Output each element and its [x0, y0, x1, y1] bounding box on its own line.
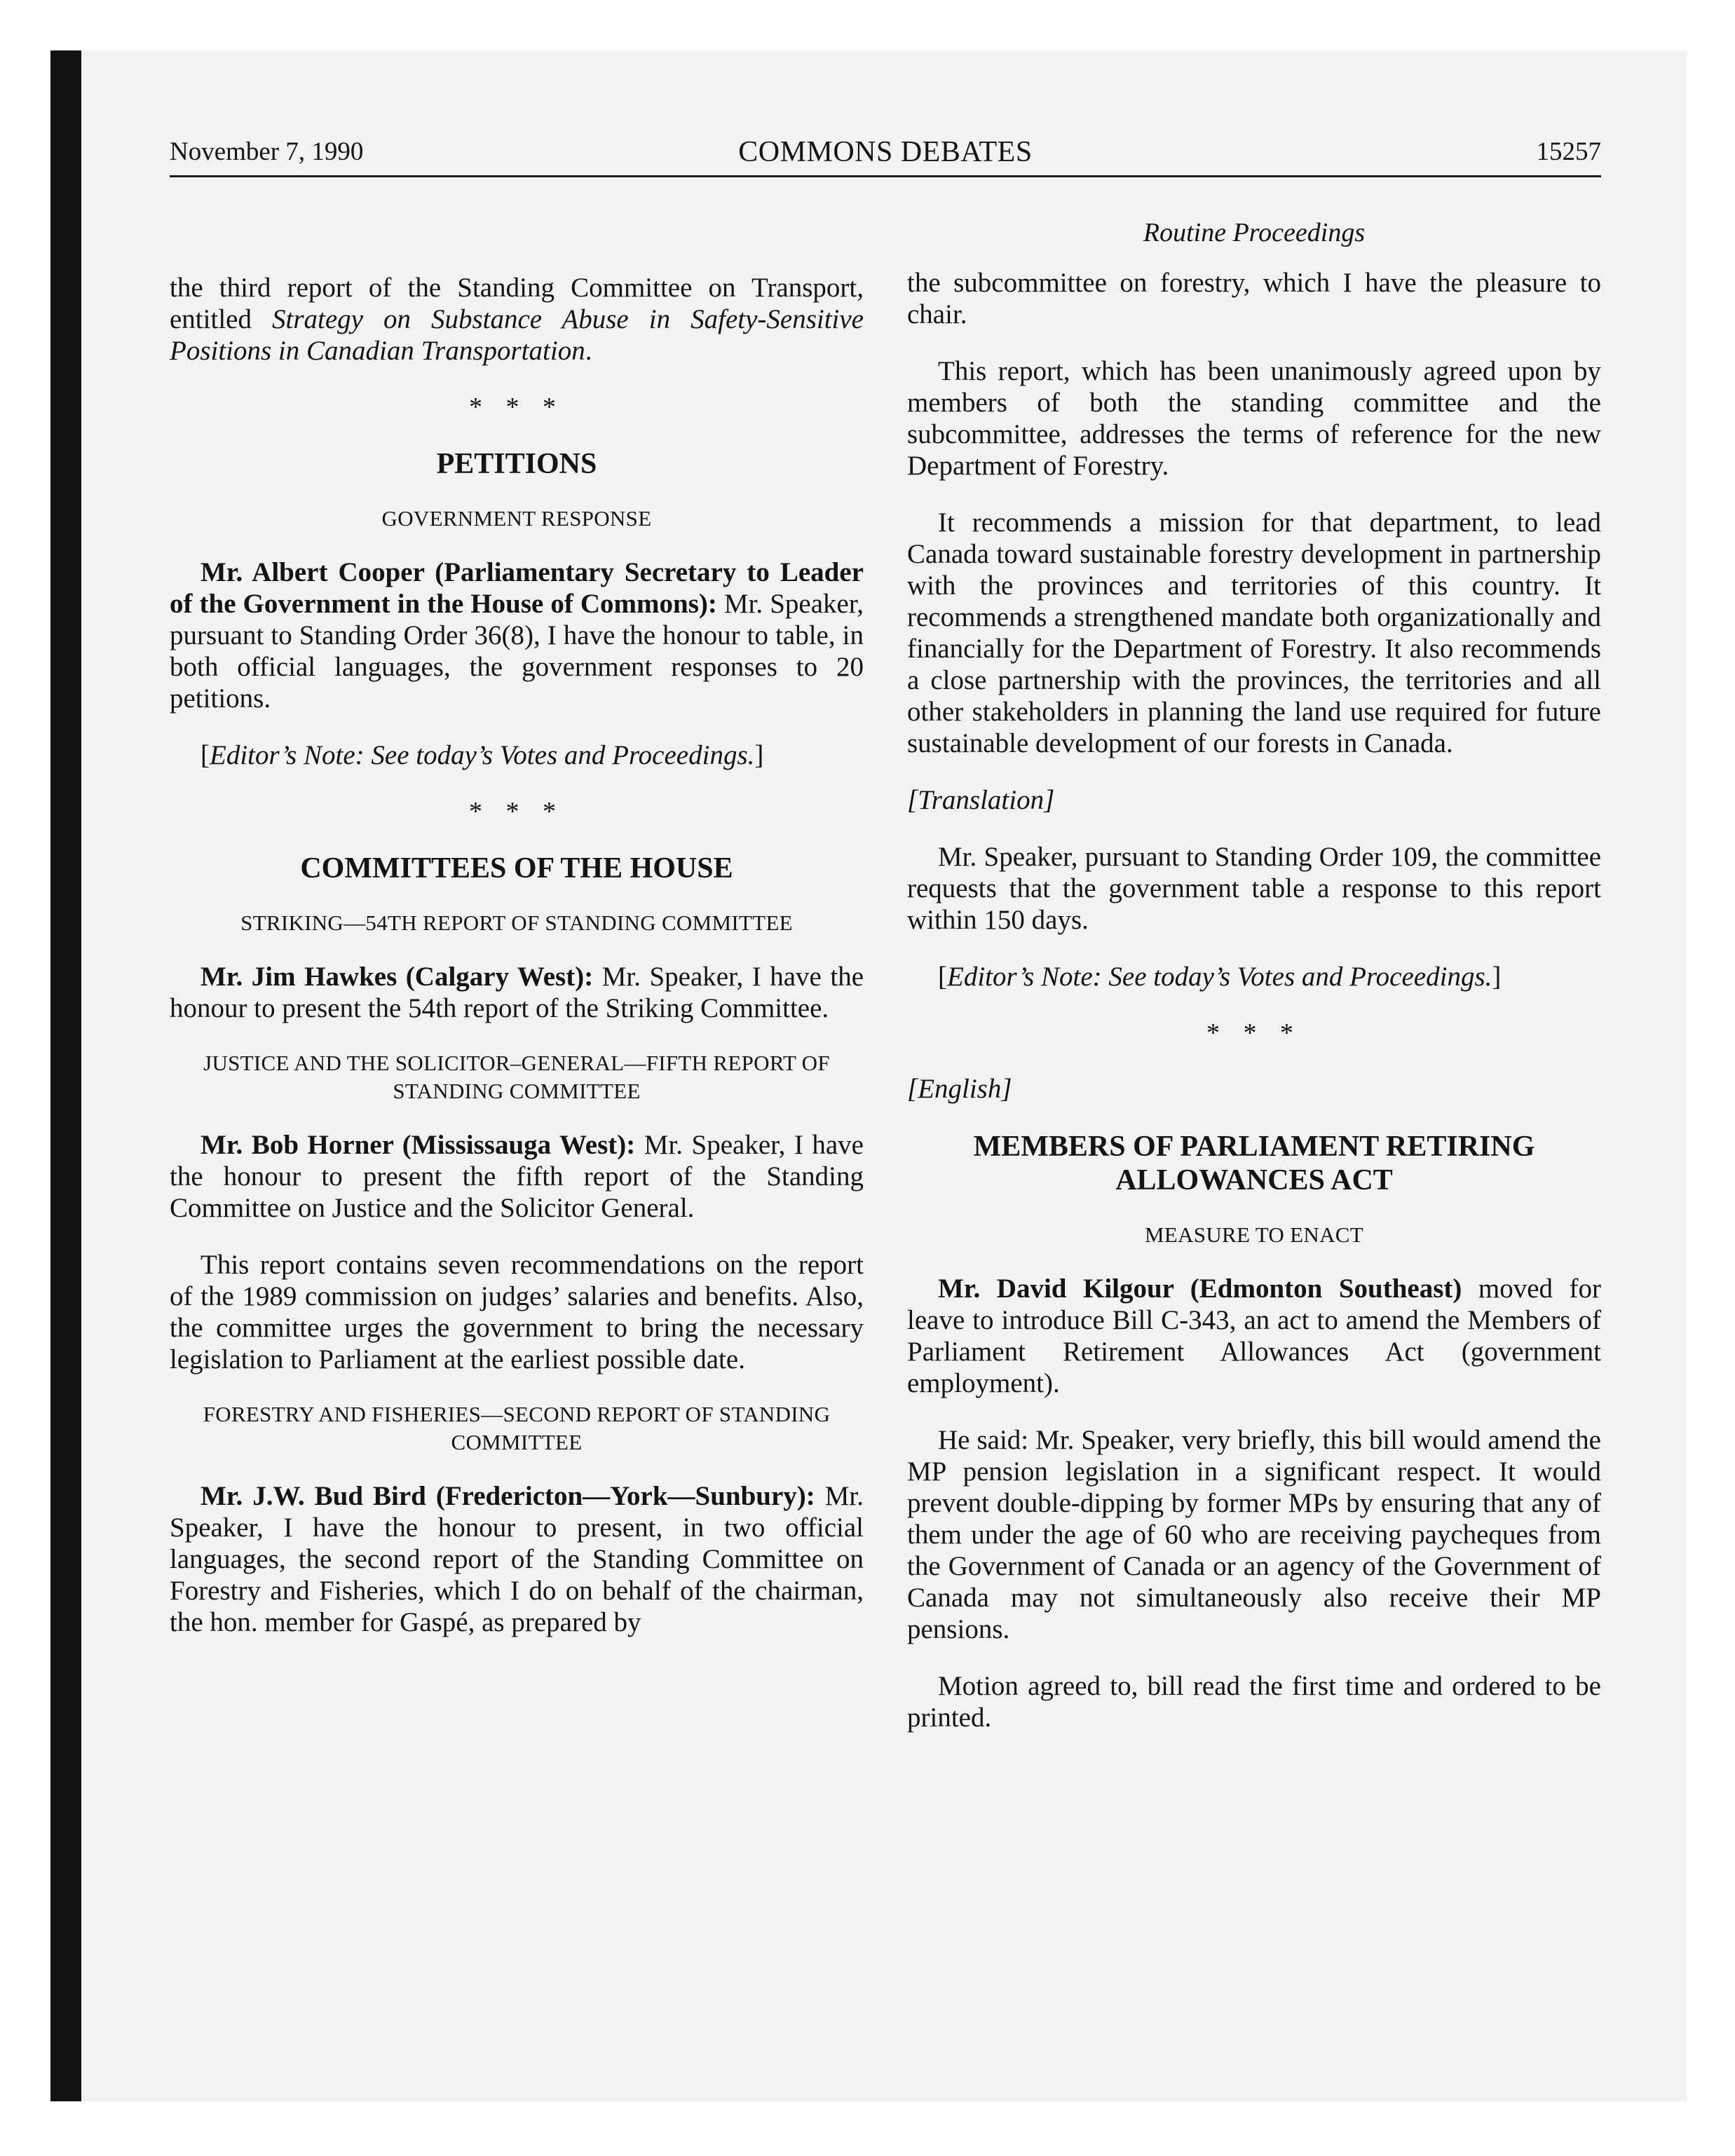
header-date: November 7, 1990 — [170, 137, 364, 166]
page-header — [170, 133, 1601, 177]
bracket-close: ] — [1044, 785, 1055, 815]
binding-edge-shadow — [50, 50, 81, 2101]
paragraph-end: . — [585, 336, 592, 366]
bracket-open: [ — [938, 962, 947, 992]
speaker-name: Mr. Jim Hawkes (Calgary West): — [200, 962, 594, 992]
left-column — [170, 217, 864, 1663]
subheading-striking-report: STRIKING—54TH REPORT OF STANDING COMMITTEE — [240, 910, 793, 935]
heading-petitions: PETITIONS — [436, 448, 597, 480]
paragraph-kilgour — [907, 1273, 1601, 1399]
paragraph-report-agreed: This report, which has been unanimously agreed upon by members of both the standing committee and the subcommittee, addresses the terms of reference for the new Department of Forestry. — [907, 356, 1601, 481]
paragraph-horner — [170, 1129, 864, 1224]
speech-text: Mr. Speaker, I have the honour to present, in two official languages, the second report of the Standing Committee on Forestry and Fisheries, which I do on behalf of the chairman, the hon. member for Gaspé, as prepared by — [170, 1481, 864, 1637]
section-separator: * * * — [469, 393, 564, 422]
editors-note-text: Editor’s Note: See today’s Votes and Proceedings. — [947, 962, 1492, 992]
paragraph-subcommittee-forestry: the subcommittee on forestry, which I have the pleasure to chair. — [907, 268, 1601, 329]
editors-note-text: Editor’s Note: See today’s Votes and Proceedings. — [210, 740, 755, 770]
paragraph-hawkes — [170, 961, 864, 1024]
speech-text: Mr. Speaker, I have the honour to present the 54th report of the Striking Committee. — [170, 962, 864, 1023]
section-separator: * * * — [469, 797, 564, 826]
report-title: Strategy on Substance Abuse in Safety-Sensitive Positions in Canadian Transportation — [170, 304, 864, 366]
right-column — [907, 217, 1601, 1759]
section-separator: * * * — [1206, 1018, 1302, 1048]
paragraph-motion-agreed: Motion agreed to, bill read the first time and ordered to be printed. — [907, 1671, 1601, 1733]
bracket-close: ] — [754, 740, 764, 770]
bracket-open: [ — [907, 1074, 918, 1104]
subheading-measure-to-enact: MEASURE TO ENACT — [1145, 1222, 1363, 1247]
editors-note — [170, 739, 864, 771]
paragraph-cooper — [170, 557, 864, 714]
editors-note — [907, 961, 1601, 992]
bracket-close: ] — [1492, 962, 1502, 992]
speaker-name: Mr. Albert Cooper (Parliamentary Secretary to Leader of the Government in the House of Commons): — [170, 557, 864, 619]
heading-committees-of-the-house: COMMITTEES OF THE HOUSE — [300, 852, 733, 885]
paragraph-recommendations: It recommends a mission for that department, to lead Canada toward sustainable forestry development in partnership with the provinces and territories of this country. It recommends a strengthened mandate both organizationally and financially for the Department of Forestry. It also recommends a close partnership with the provinces, the territories and all other stakeholders in planning the land use required for future sustainable development of our forests in Canada. — [907, 507, 1601, 758]
paragraph-judges-salaries: This report contains seven recommendations on the report of the 1989 commission on judges’ salaries and benefits. Also, the committee urges the government to bring the necessary legislation to Parliament at the earliest possible date. — [170, 1250, 864, 1374]
running-head: Routine Proceedings — [1143, 218, 1366, 247]
subheading-forestry-report: FORESTRY AND FISHERIES—SECOND REPORT OF STANDING COMMITTEE — [203, 1402, 831, 1454]
speech-text: Mr. Speaker, pursuant to Standing Order 36(8), I have the honour to table, in both official languages, the government responses to 20 petitions. — [170, 589, 864, 714]
heading-mp-retiring-allowances-act: MEMBERS OF PARLIAMENT RETIRING ALLOWANCES ACT — [973, 1131, 1535, 1196]
left-column-top-spacer — [170, 217, 864, 272]
subheading-government-response: GOVERNMENT RESPONSE — [381, 506, 652, 531]
language-marker-text: Translation — [918, 785, 1045, 815]
paragraph-standing-order-109: Mr. Speaker, pursuant to Standing Order 109, the committee requests that the government table a response to this report within 150 days. — [907, 842, 1601, 935]
language-marker-text: English — [918, 1074, 1002, 1104]
speaker-name: Mr. Bob Horner (Mississauga West): — [200, 1130, 636, 1160]
paragraph-text: the third report of the Standing Committee on Transport, entitled — [170, 273, 864, 334]
speech-text: moved for leave to introduce Bill C-343, an act to amend the Members of Parliament Retirement Allowances Act (government employment). — [907, 1274, 1601, 1398]
speech-text: Mr. Speaker, I have the honour to present the fifth report of the Standing Committee on Justice and the Solicitor General. — [170, 1130, 864, 1223]
hansard-page — [170, 133, 1601, 2054]
header-title: COMMONS DEBATES — [738, 136, 1033, 168]
language-marker-english — [907, 1073, 1601, 1105]
paragraph-bill-explanation: He said: Mr. Speaker, very briefly, this bill would amend the MP pension legislation in a significant respect. It would prevent double-dipping by former MPs by ensuring that any of them under the age of 60 who are receiving paycheques from the Government of Canada or an agency of the Government of Canada may not simultaneously also receive their MP pensions. — [907, 1425, 1601, 1644]
language-marker-translation — [907, 784, 1601, 816]
speaker-name: Mr. David Kilgour (Edmonton Southeast) — [938, 1274, 1462, 1304]
bracket-open: [ — [200, 740, 210, 770]
paragraph-bird — [170, 1480, 864, 1638]
header-page-number: 15257 — [1536, 137, 1601, 166]
bracket-open: [ — [907, 785, 918, 815]
speaker-name: Mr. J.W. Bud Bird (Fredericton—York—Sunbury): — [200, 1481, 815, 1511]
bracket-close: ] — [1001, 1074, 1012, 1104]
subheading-justice-report: JUSTICE AND THE SOLICITOR–GENERAL—FIFTH REPORT OF STANDING COMMITTEE — [203, 1051, 830, 1103]
paragraph-transport-report — [170, 272, 864, 367]
